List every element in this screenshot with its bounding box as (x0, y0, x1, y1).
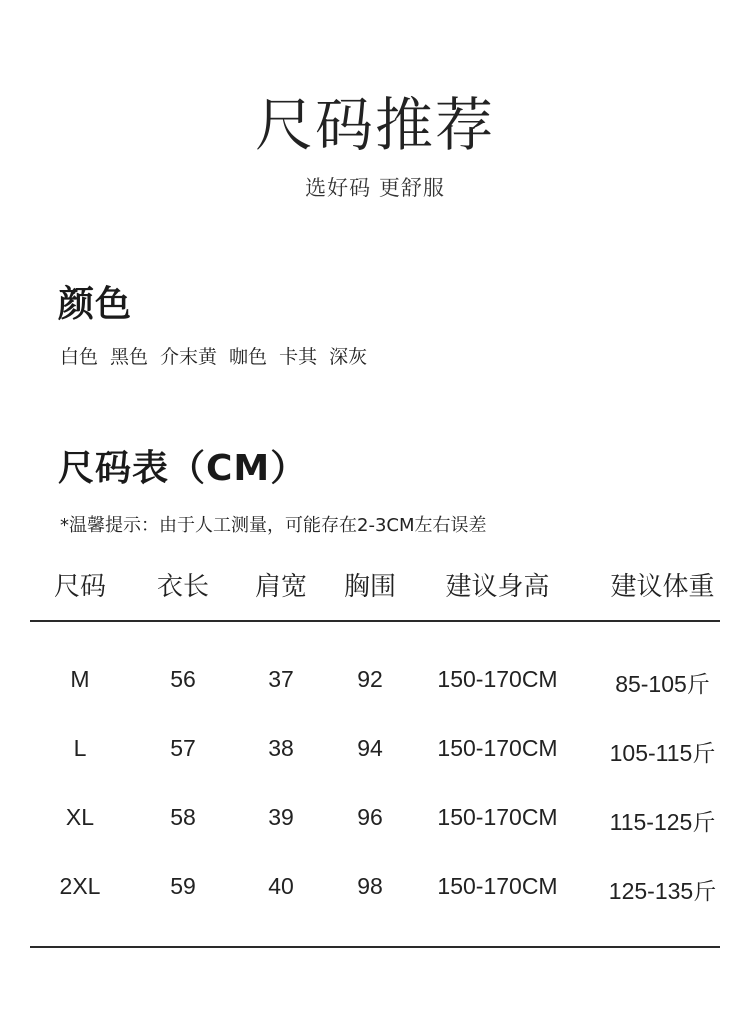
cell-size: L (73, 735, 87, 761)
page-subtitle: 选好码 更舒服 (305, 176, 445, 200)
table-row (0, 873, 750, 913)
cell-size: 2XL (59, 873, 101, 899)
cell-height: 150-170CM (437, 804, 558, 830)
cell-shoulder: 38 (268, 735, 294, 761)
cell-shoulder: 39 (268, 804, 294, 830)
cell-length: 58 (170, 804, 196, 830)
cell-height: 150-170CM (437, 735, 558, 761)
cell-size: XL (65, 804, 95, 830)
colors-heading: 颜色 (58, 284, 133, 325)
cell-shoulder: 37 (268, 666, 294, 692)
cell-shoulder: 40 (268, 873, 294, 899)
header-chest: 胸围 (343, 572, 396, 602)
cell-length: 59 (170, 873, 196, 899)
cell-length: 57 (170, 735, 196, 761)
color-option-khaki: 卡其 (279, 346, 318, 368)
cell-chest: 92 (357, 666, 383, 692)
cell-size: M (70, 666, 90, 692)
header-shoulder: 肩宽 (254, 572, 307, 602)
color-option-yellow: 介末黄 (160, 346, 218, 368)
table-row (0, 666, 750, 706)
color-options-list (60, 342, 367, 369)
size-chart-heading: 尺码表（CM） (58, 448, 308, 489)
cell-height: 150-170CM (437, 666, 558, 692)
table-top-divider (30, 620, 720, 622)
cell-length: 56 (170, 666, 196, 692)
size-table-header (0, 566, 750, 606)
color-option-dark-gray: 深灰 (329, 346, 368, 368)
cell-weight: 115-125斤 (609, 809, 716, 835)
header-size: 尺码 (53, 572, 106, 602)
cell-chest: 94 (357, 735, 383, 761)
cell-chest: 96 (357, 804, 383, 830)
cell-weight: 105-115斤 (609, 740, 716, 766)
measurement-note: *温馨提示：由于人工测量，可能存在2-3CM左右误差 (60, 515, 487, 536)
color-option-white: 白色 (60, 346, 99, 368)
color-option-black: 黑色 (110, 346, 149, 368)
cell-height: 150-170CM (437, 873, 558, 899)
page-title: 尺码推荐 (254, 91, 495, 159)
table-row (0, 735, 750, 775)
cell-chest: 98 (357, 873, 383, 899)
header-length: 衣长 (156, 572, 209, 602)
header-weight: 建议体重 (610, 572, 715, 602)
table-row (0, 804, 750, 844)
header-height: 建议身高 (445, 572, 550, 602)
cell-weight: 85-105斤 (615, 671, 710, 697)
cell-weight: 125-135斤 (608, 878, 717, 904)
color-option-coffee: 咖色 (229, 346, 268, 368)
table-bottom-divider (30, 946, 720, 948)
